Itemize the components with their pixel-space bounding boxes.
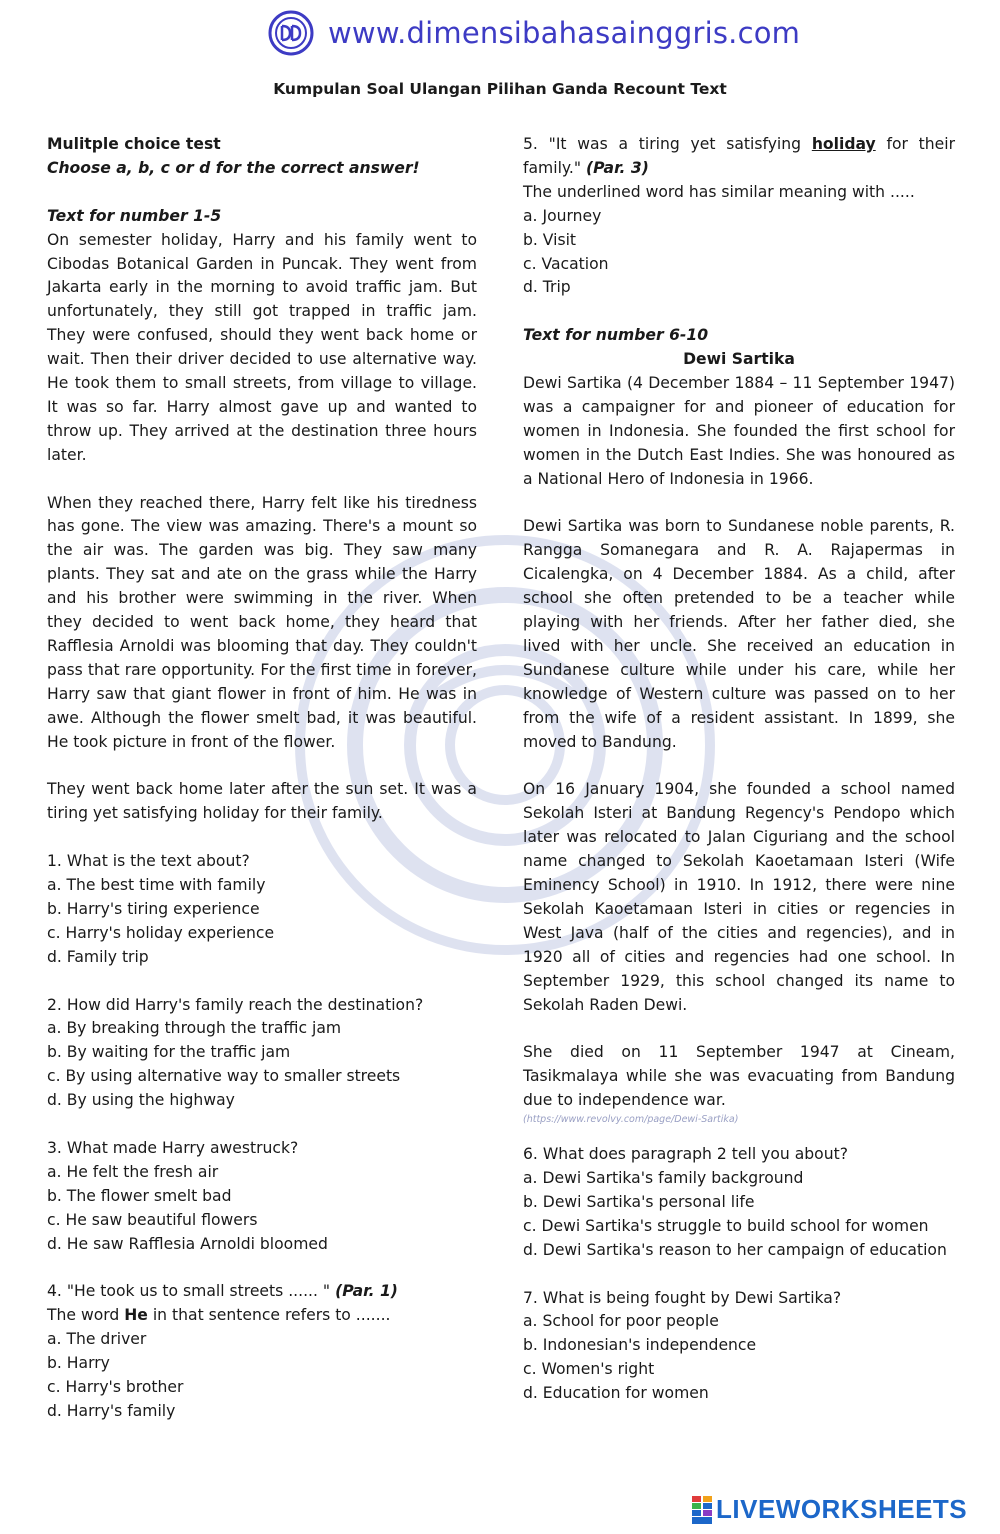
page-header	[0, 8, 1000, 60]
right-column	[523, 133, 955, 1406]
option[interactable]: d. He saw Rafflesia Arnoldi bloomed	[47, 1234, 328, 1253]
liveworksheets-brand[interactable]	[692, 1494, 992, 1526]
question-6: 6. What does paragraph 2 tell you about?	[523, 1145, 848, 1164]
instruction: Choose a, b, c or d for the correct answer!	[47, 158, 420, 177]
section-title: Mulitple choice test	[47, 135, 221, 153]
document-title: Kumpulan Soal Ulangan Pilihan Ganda Recount Text	[273, 80, 727, 98]
text-label: Text for number 6-10	[523, 326, 709, 345]
option[interactable]: b. The flower smelt bad	[47, 1186, 232, 1205]
option[interactable]: b. Visit	[523, 230, 577, 249]
option[interactable]: b. Harry's tiring experience	[47, 899, 260, 918]
option[interactable]: a. School for poor people	[523, 1312, 719, 1331]
option[interactable]: a. The driver	[47, 1330, 147, 1349]
stem-keyword: He	[124, 1306, 148, 1325]
option[interactable]: c. Harry's holiday experience	[47, 923, 275, 942]
option[interactable]: a. Dewi Sartika's family background	[523, 1169, 804, 1187]
question-3: 3. What made Harry awestruck?	[47, 1138, 299, 1157]
passage-title: Dewi Sartika	[683, 350, 795, 369]
source-citation[interactable]: (https://www.revolvy.com/page/Dewi-Sartika)	[523, 1114, 739, 1126]
question-7: 7. What is being fought by Dewi Sartika?	[523, 1288, 842, 1307]
option[interactable]: c. Dewi Sartika's struggle to build school for women	[523, 1216, 929, 1235]
option[interactable]: c. By using alternative way to smaller streets	[47, 1067, 401, 1086]
option[interactable]: b. Harry	[47, 1354, 110, 1373]
liveworksheets-logo-icon	[692, 1496, 712, 1524]
question-1: 1. What is the text about?	[47, 852, 250, 871]
passage-paragraph: On 16 January 1904, she founded a school named Sekolah Isteri at Bandung Regency's Pendopo which later was relocated to Jalan Ciguriang and the school name changed to Sekolah Kaoetamaan Isteri (Wife Eminency School) in 1910. In 1912, there were nine Sekolah Kaoetamaan Isteri in cities or regencies in West Java (half of the cities and regencies), and in 1920 all of cities and regencies had one school. In September 1929, this school changed its name to Sekolah Raden Dewi.	[523, 780, 955, 1014]
option[interactable]: d. Harry's family	[47, 1401, 176, 1420]
question-5	[523, 133, 955, 181]
passage-paragraph: On semester holiday, Harry and his family went to Cibodas Botanical Garden in Puncak. They went from Jakarta early in the morning to avoid traffic jam. But unfortunately, they still got trapped in traffic jam. They were confused, should they went back home or wait. Then their driver decided to use alternative way. He took them to small streets, from village to village. It was so far. Harry almost gave up and wanted to throw up. They arrived at the destination three hours later.	[47, 230, 477, 464]
option[interactable]: a. The best time with family	[47, 876, 266, 895]
option[interactable]: c. Women's right	[523, 1360, 655, 1379]
option[interactable]: d. Family trip	[47, 947, 149, 966]
option[interactable]: d. By using the highway	[47, 1091, 235, 1110]
underlined-word: holiday	[811, 135, 876, 153]
passage-paragraph: When they reached there, Harry felt like his tiredness has gone. The view was amazing. There's a mount so the air was. The garden was big. They saw many plants. They sat and ate on the grass while the Harry and his brother were swimming in the river. When they decided to went back home, they heard that Rafflesia Arnoldi was blooming that day. They couldn't pass that rare opportunity. For the first time in forever, Harry saw that giant flower in front of him. He was in awe. Although the flower smelt bad, it was beautiful. He took picture in front of the flower.	[47, 493, 477, 751]
text-label: Text for number 1-5	[47, 206, 222, 225]
option[interactable]: c. Vacation	[523, 254, 609, 273]
question-4-quote: 4. "He took us to small streets ...... "	[47, 1282, 336, 1301]
passage-paragraph: Dewi Sartika (4 December 1884 – 11 September 1947) was a campaigner for and pioneer of education for women in Indonesia. She founded the first school for women in the Dutch East Indies. She was honoured as a National Hero of Indonesia in 1966.	[523, 374, 955, 488]
left-column	[47, 133, 477, 1424]
option[interactable]: b. By waiting for the traffic jam	[47, 1043, 291, 1062]
option[interactable]: a. By breaking through the traffic jam	[47, 1019, 342, 1038]
quote-text: for their family."	[523, 135, 955, 177]
paragraph-ref: (Par. 3)	[586, 158, 649, 177]
question-4-stem	[47, 1304, 477, 1328]
option[interactable]: d. Dewi Sartika's reason to her campaign of education	[523, 1240, 947, 1259]
site-url[interactable]: www.dimensibahasainggris.com	[328, 16, 801, 50]
circle-logo-icon	[268, 10, 314, 56]
passage-paragraph: They went back home later after the sun set. It was a tiring yet satisfying holiday for their family.	[47, 780, 477, 823]
option[interactable]: b. Dewi Sartika's personal life	[523, 1192, 755, 1211]
option[interactable]: c. He saw beautiful flowers	[47, 1210, 258, 1229]
question-2: 2. How did Harry's family reach the destination?	[47, 995, 424, 1014]
option[interactable]: a. Journey	[523, 206, 602, 225]
paragraph-ref: (Par. 1)	[335, 1282, 398, 1301]
passage-paragraph: She died on 11 September 1947 at Cineam, Tasikmalaya while she was evacuating from Bandung due to independence war.	[523, 1043, 955, 1110]
question-5-stem: The underlined word has similar meaning with .....	[523, 182, 915, 201]
stem-text: in that sentence refers to .......	[147, 1306, 391, 1325]
question-4	[47, 1280, 477, 1304]
option[interactable]: a. He felt the fresh air	[47, 1162, 219, 1181]
option[interactable]: d. Trip	[523, 278, 571, 297]
passage-paragraph: Dewi Sartika was born to Sundanese noble parents, R. Rangga Somanegara and R. A. Rajapermas in Cicalengka, on 4 December 1884. As a child, after school she often pretended to be a teacher while playing with her friends. After her father died, she lived with her uncle. She received an education in Sundanese culture while under his care, while her knowledge of Western culture was passed on to her from the wife of a resident assistant. In 1899, she moved to Bandung.	[523, 517, 955, 751]
brand-name: LIVEWORKSHEETS	[716, 1494, 968, 1524]
quote-text: 5. "It was a tiring yet satisfying	[523, 135, 812, 153]
option[interactable]: b. Indonesian's independence	[523, 1336, 757, 1355]
option[interactable]: d. Education for women	[523, 1384, 709, 1403]
stem-text: The word	[47, 1306, 125, 1325]
option[interactable]: c. Harry's brother	[47, 1378, 184, 1397]
